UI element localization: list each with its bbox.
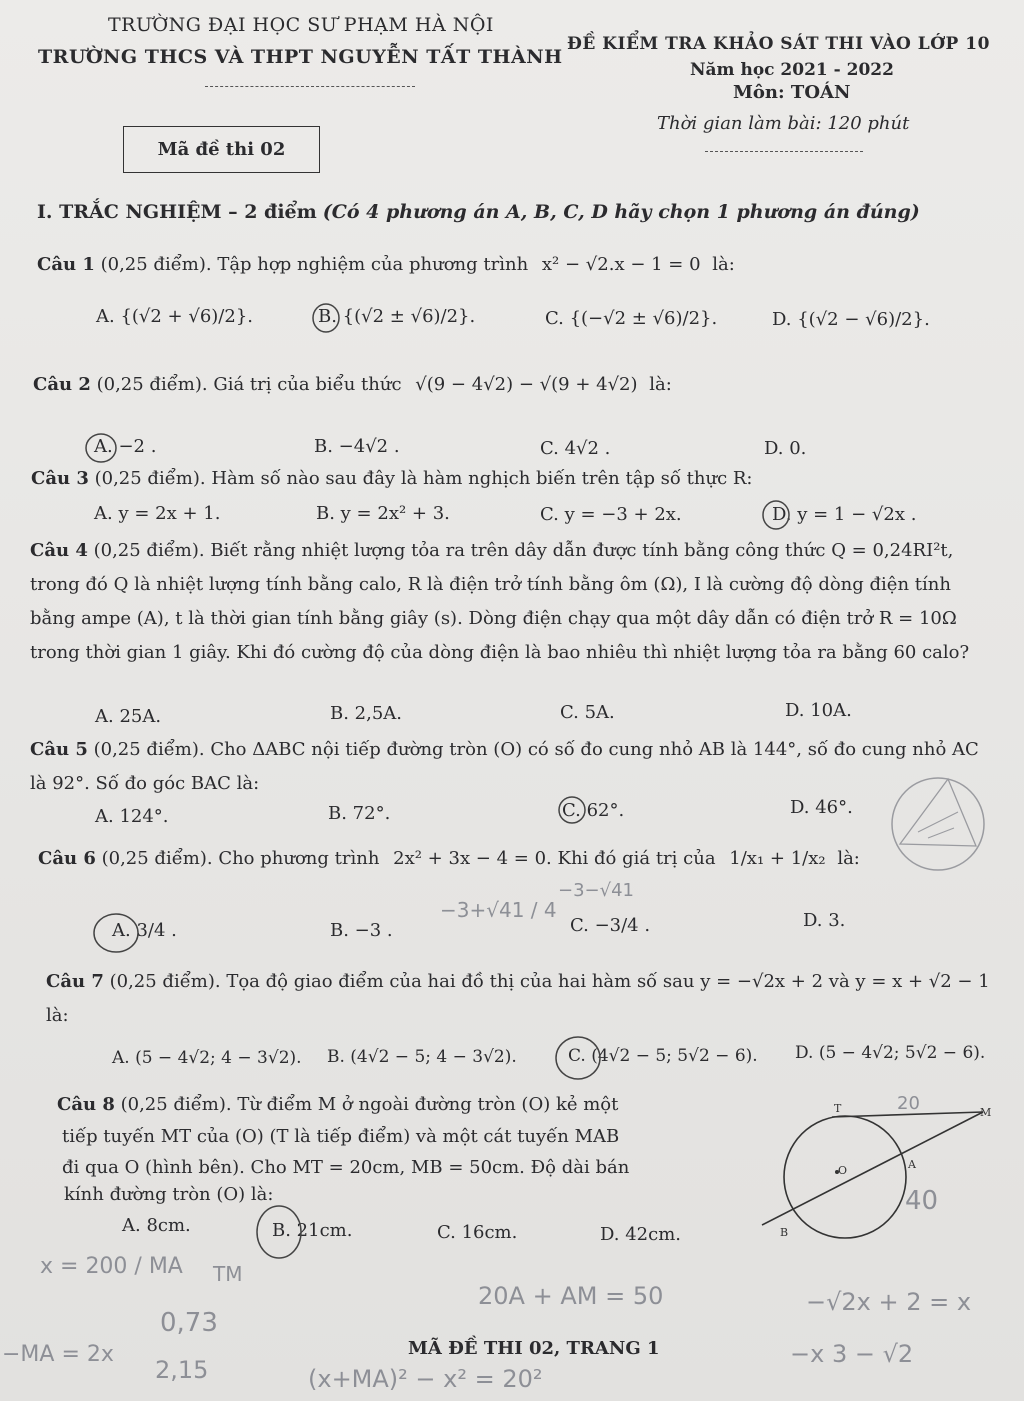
handwriting-q6-calc2: −3−√41 [558, 880, 634, 901]
label-o: O [838, 1164, 848, 1177]
question-text: (0,25 điểm). Tập hợp nghiệm của phương trình [100, 254, 529, 275]
question-8-line-3: đi qua O (hình bên). Cho MT = 20cm, MB = 50cm. Độ dài bán [62, 1157, 630, 1178]
q1-option-b[interactable]: B. {(√2 ± √6)/2}. [318, 306, 476, 327]
handwriting-note-3: 0,73 [160, 1308, 218, 1338]
q2-option-a[interactable]: A. −2 . [94, 436, 157, 457]
handwriting-note-4: −MA = 2x [2, 1342, 114, 1367]
question-label: Câu 4 [30, 540, 88, 561]
duration: Thời gian làm bài: 120 phút [657, 113, 910, 134]
q7-option-c[interactable]: C. (4√2 − 5; 5√2 − 6). [568, 1046, 758, 1066]
q1-option-d[interactable]: D. {(√2 − √6)/2}. [772, 309, 930, 330]
q6-option-a[interactable]: A. 3/4 . [112, 920, 177, 941]
q7-option-b[interactable]: B. (4√2 − 5; 4 − 3√2). [327, 1047, 517, 1067]
question-label: Câu 8 [57, 1094, 115, 1115]
question-label: Câu 5 [30, 739, 88, 760]
label-m: M [980, 1106, 992, 1119]
q4-option-d[interactable]: D. 10A. [785, 700, 852, 721]
page-footer: MÃ ĐỀ THI 02, TRANG 1 [408, 1338, 660, 1359]
handwriting-note-5: 2,15 [155, 1356, 209, 1384]
handwriting-note-8: −√2x + 2 = x [806, 1288, 972, 1316]
handwriting-note-6: 20A + AM = 50 [478, 1282, 664, 1310]
question-formula-2: y = x + √2 − 1 [855, 971, 990, 992]
question-label: Câu 7 [46, 971, 104, 992]
q1-option-a[interactable]: A. {(√2 + √6)/2}. [96, 306, 253, 327]
q3-option-d[interactable]: D. y = 1 − √2x . [772, 504, 917, 525]
question-label: Câu 2 [33, 374, 91, 395]
question-text: (0,25 điểm). Cho phương trình [101, 848, 380, 869]
question-2 [33, 374, 672, 395]
exam-code-box [123, 126, 320, 173]
section-instruction: (Có 4 phương án A, B, C, D hãy chọn 1 phương án đúng) [322, 201, 920, 223]
question-8 [57, 1094, 618, 1115]
section-title: I. TRẮC NGHIỆM – 2 điểm [37, 201, 317, 223]
question-formula-2: 1/x₁ + 1/x₂ [729, 848, 826, 869]
question-text: (0,25 điểm). Từ điểm M ở ngoài đường tròn (O) kẻ một [120, 1094, 619, 1115]
q4-option-a[interactable]: A. 25A. [95, 706, 162, 727]
q7-option-a[interactable]: A. (5 − 4√2; 4 − 3√2). [112, 1048, 302, 1068]
question-text: (0,25 điểm). Biết rằng nhiệt lượng tỏa ra trên dây dẫn được tính bằng công thức Q = 0,24RI²t, trong đó Q là nhiệt lượng tính bằng calo, R là điện trở tính bằng ôm (Ω), I là cường độ dòng điện tính bằng ampe (A), t là thời gian tính bằng giây (s). Dòng điện chạy qua một dây dẫn có điện trở R = 10Ω trong thời gian 1 giây. Khi đó cường độ của dòng điện là bao nhiêu thì nhiệt lượng tỏa ra bằng 60 calo? [30, 540, 970, 663]
question-formula: 2x² + 3x − 4 = 0 [393, 848, 547, 869]
q6-option-c[interactable]: C. −3/4 . [570, 915, 651, 936]
q5-option-a[interactable]: A. 124°. [95, 806, 169, 827]
question-3 [31, 468, 753, 489]
q2-option-c[interactable]: C. 4√2 . [540, 438, 611, 459]
question-1 [37, 254, 735, 275]
q5-option-c[interactable]: C. 62°. [562, 800, 625, 821]
q6-option-d[interactable]: D. 3. [803, 910, 846, 931]
circle-o [784, 1116, 906, 1238]
exam-title: ĐỀ KIỂM TRA KHẢO SÁT THI VÀO LỚP 10 [567, 34, 990, 54]
q4-option-b[interactable]: B. 2,5A. [330, 703, 403, 724]
question-text: (0,25 điểm). Cho ΔABC nội tiếp đường tròn (O) có số đo cung nhỏ AB là 144°, số đo cung nhỏ AC là 92°. Số đo góc BAC là: [30, 739, 979, 794]
handwriting-note-11: 40 [905, 1186, 939, 1216]
school-year: Năm học 2021 - 2022 [690, 60, 894, 80]
header-divider-right [705, 151, 863, 152]
header-divider-left [205, 86, 415, 87]
q7-option-d[interactable]: D. (5 − 4√2; 5√2 − 6). [795, 1043, 986, 1063]
question-6 [38, 848, 860, 869]
q8-option-a[interactable]: A. 8cm. [122, 1215, 191, 1236]
question-text: (0,25 điểm). Tọa độ giao điểm của hai đồ thị của hai hàm số sau [109, 971, 695, 992]
question-7 [46, 965, 1001, 1033]
question-4 [30, 534, 985, 670]
label-b: B [780, 1226, 789, 1239]
q3-option-a[interactable]: A. y = 2x + 1. [94, 503, 221, 524]
subject: Môn: TOÁN [733, 82, 851, 103]
question-5 [30, 733, 985, 801]
handwriting-note-1: x = 200 / MA [40, 1254, 183, 1279]
handwriting-q6-calc1: −3+√41 / 4 [440, 898, 557, 922]
q8-option-d[interactable]: D. 42cm. [600, 1224, 682, 1245]
question-label: Câu 6 [38, 848, 96, 869]
university-name: TRƯỜNG ĐẠI HỌC SƯ PHẠM HÀ NỘI [108, 14, 494, 36]
q3-option-b[interactable]: B. y = 2x² + 3. [316, 503, 450, 524]
q3-option-c[interactable]: C. y = −3 + 2x. [540, 504, 682, 525]
q5-option-d[interactable]: D. 46°. [790, 797, 853, 818]
q1-option-c[interactable]: C. {(−√2 ± √6)/2}. [545, 308, 718, 329]
secant-mab [762, 1112, 983, 1225]
question-8-line-2: tiếp tuyến MT của (O) (T là tiếp điểm) và một cát tuyến MAB [62, 1126, 620, 1147]
q8-option-c[interactable]: C. 16cm. [437, 1222, 518, 1243]
exam-code: Mã đề thi 02 [157, 139, 286, 160]
question-tail: là: [712, 254, 735, 275]
question-text: (0,25 điểm). Hàm số nào sau đây là hàm nghịch biến trên tập số thực R: [94, 468, 753, 489]
school-name: TRƯỜNG THCS VÀ THPT NGUYỄN TẤT THÀNH [38, 46, 563, 68]
handwriting-note-10: 20 [897, 1093, 920, 1114]
question-tail: . Khi đó giá trị của [546, 848, 716, 869]
q8-figure [770, 1100, 1000, 1250]
q6-option-b[interactable]: B. −3 . [330, 920, 393, 941]
handwriting-note-7: (x+MA)² − x² = 20² [308, 1365, 543, 1393]
question-formula: x² − √2.x − 1 = 0 [541, 254, 701, 275]
question-label: Câu 1 [37, 254, 95, 275]
label-t: T [834, 1102, 842, 1115]
section-heading [37, 201, 920, 223]
label-a: A [908, 1158, 916, 1171]
q8-option-b[interactable]: B. 21cm. [272, 1220, 353, 1241]
handwriting-note-2: TM [213, 1262, 243, 1286]
question-tail: là: [649, 374, 672, 395]
question-label: Câu 3 [31, 468, 89, 489]
question-formula: √(9 − 4√2) − √(9 + 4√2) [415, 374, 638, 395]
question-formula: y = −√2x + 2 [700, 971, 824, 992]
q5-option-b[interactable]: B. 72°. [328, 803, 391, 824]
q2-option-d[interactable]: D. 0. [764, 438, 807, 459]
question-8-line-4: kính đường tròn (O) là: [64, 1184, 274, 1205]
question-text: (0,25 điểm). Giá trị của biểu thức [96, 374, 402, 395]
question-tail-2: là: [837, 848, 860, 869]
question-tail: và [828, 971, 850, 992]
handwriting-note-9: −x 3 − √2 [790, 1340, 914, 1368]
q5-sketch [888, 772, 998, 882]
question-tail-2: là: [46, 1005, 69, 1026]
q4-option-c[interactable]: C. 5A. [560, 702, 615, 723]
q2-option-b[interactable]: B. −4√2 . [314, 436, 400, 457]
